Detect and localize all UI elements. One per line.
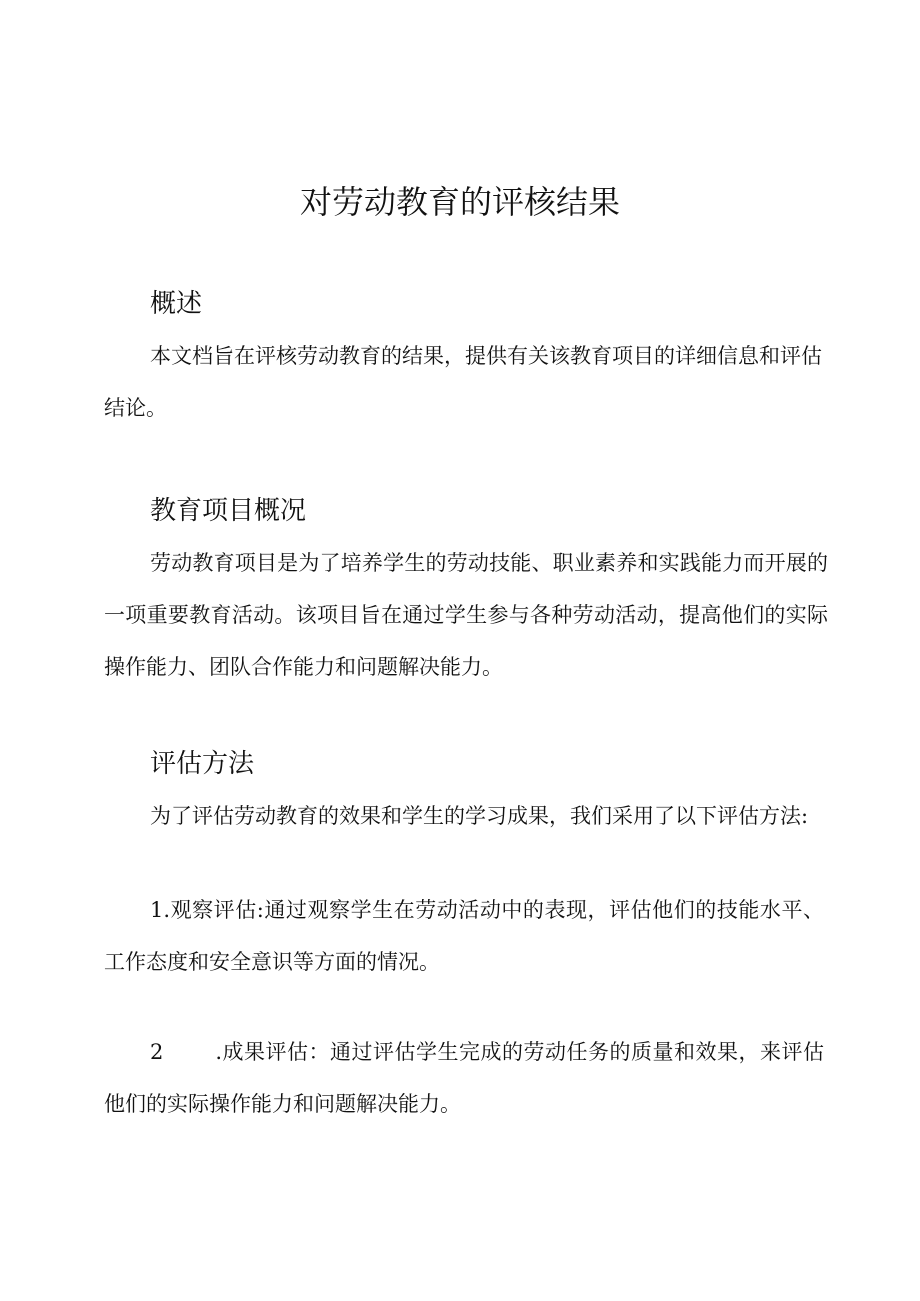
section-heading-overview: 概述 [150, 289, 203, 319]
list-item-text: .成果评估：通过评估学生完成的劳动任务的质量和效果，来评估他们的实际操作能力和问题解决能力。 [104, 1040, 824, 1116]
list-item-text: 观察评估:通过观察学生在劳动活动中的表现，评估他们的技能水平、工作态度和安全意识等方面的情况。 [104, 898, 824, 974]
overview-paragraph: 本文档旨在评核劳动教育的结果，提供有关该教育项目的详细信息和评估结论。 [104, 344, 822, 420]
section-heading-evaluation-methods: 评估方法 [150, 749, 255, 779]
list-item-number: 2 [150, 1040, 164, 1064]
list-item-number: 1. [150, 898, 171, 922]
document-title: 对劳动教育的评核结果 [299, 183, 620, 221]
program-overview-paragraph: 劳动教育项目是为了培养学生的劳动技能、职业素养和实践能力而开展的一项重要教育活动。该项目旨在通过学生参与各种劳动活动，提高他们的实际操作能力、团队合作能力和问题解决能力。 [104, 551, 828, 679]
evaluation-methods-intro: 为了评估劳动教育的效果和学生的学习成果，我们采用了以下评估方法: [150, 804, 809, 828]
evaluation-method-item [104, 884, 824, 988]
section-heading-program-overview: 教育项目概况 [150, 496, 307, 526]
evaluation-method-item [104, 1026, 824, 1130]
